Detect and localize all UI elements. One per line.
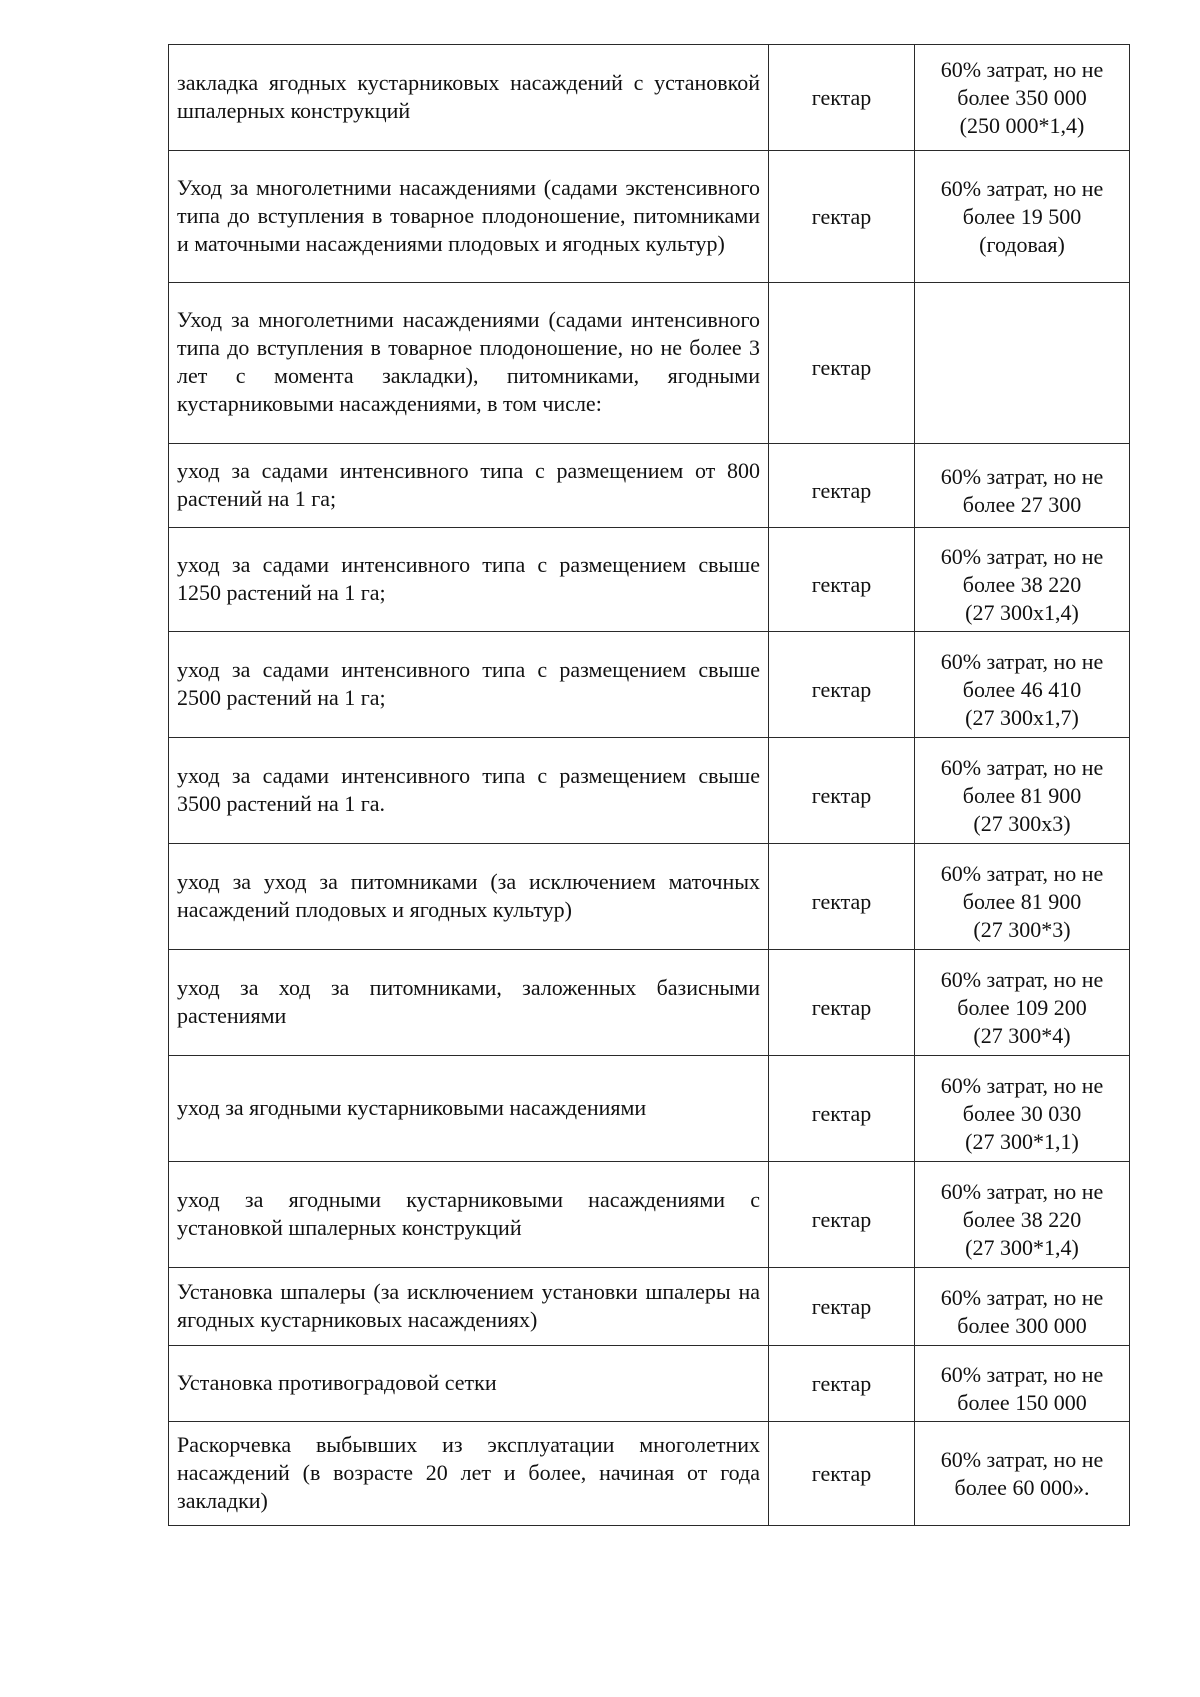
rate-line: (27 300*1,1) xyxy=(965,1128,1079,1154)
table-row xyxy=(169,528,1130,632)
rate-cell xyxy=(915,528,1130,632)
unit-cell xyxy=(769,444,915,528)
rate-line: более 81 900 xyxy=(962,888,1082,914)
rate-line: 60% затрат, но не xyxy=(940,1178,1104,1204)
rate-line: 60% затрат, но не xyxy=(940,1446,1104,1472)
rate-cell-empty xyxy=(915,283,1130,444)
rate-cell xyxy=(915,444,1130,528)
unit-label: гектар xyxy=(811,1100,872,1126)
unit-cell xyxy=(769,1346,915,1422)
table-row xyxy=(169,444,1130,528)
rate-cell xyxy=(915,1422,1130,1526)
unit-cell xyxy=(769,1162,915,1268)
rate-line: более 19 500 xyxy=(962,203,1082,229)
work-type-cell: Установка противоградовой сетки xyxy=(169,1346,769,1422)
rate-cell xyxy=(915,738,1130,844)
unit-cell xyxy=(769,738,915,844)
rate-line: более 38 220 xyxy=(962,571,1082,597)
unit-cell xyxy=(769,632,915,738)
work-type-cell: уход за ход за питомниками, заложенных базисными растениями xyxy=(169,950,769,1056)
rate-line: более 350 000 xyxy=(957,84,1087,110)
table-row xyxy=(169,1162,1130,1268)
rate-cell xyxy=(915,1346,1130,1422)
rate-line: более 38 220 xyxy=(962,1206,1082,1232)
rate-line: 60% затрат, но не xyxy=(940,648,1104,674)
rate-line: более 81 900 xyxy=(962,782,1082,808)
rate-line: (27 300*3) xyxy=(973,916,1071,942)
rate-line: 60% затрат, но не xyxy=(940,543,1104,569)
rate-line: 60% затрат, но не xyxy=(940,175,1104,201)
rate-cell xyxy=(915,632,1130,738)
unit-cell xyxy=(769,1268,915,1346)
table-row xyxy=(169,844,1130,950)
subsidy-rates-table xyxy=(168,44,1130,1526)
table-row xyxy=(169,1056,1130,1162)
work-type-cell: Уход за многолетними насаждениями (садами экстенсивного типа до вступления в товарное плодоношение, питомниками и маточными насаждениями плодовых и ягодных культур) xyxy=(169,151,769,283)
unit-cell xyxy=(769,45,915,151)
rate-cell xyxy=(915,151,1130,283)
rate-line: (27 300x1,4) xyxy=(965,599,1079,625)
work-type-cell: закладка ягодных кустарниковых насаждений с установкой шпалерных конструкций xyxy=(169,45,769,151)
rate-line: (250 000*1,4) xyxy=(959,112,1085,138)
work-type-cell: Установка шпалеры (за исключением установки шпалеры на ягодных кустарниковых насаждениях) xyxy=(169,1268,769,1346)
work-type-cell: уход за ягодными кустарниковыми насаждениями с установкой шпалерных конструкций xyxy=(169,1162,769,1268)
rate-line: 60% затрат, но не xyxy=(940,1284,1104,1310)
table-row xyxy=(169,283,1130,444)
work-type-cell: Уход за многолетними насаждениями (садами интенсивного типа до вступления в товарное плодоношение, но не более 3 лет с момента закладки), питомниками, ягодными кустарниковыми насаждениями, в том числе: xyxy=(169,283,769,444)
rate-line: 60% затрат, но не xyxy=(940,463,1104,489)
unit-cell xyxy=(769,1056,915,1162)
rate-cell xyxy=(915,1268,1130,1346)
unit-label: гектар xyxy=(811,477,872,503)
rate-line: более 300 000 xyxy=(957,1312,1087,1338)
work-type-cell: уход за ягодными кустарниковыми насаждениями xyxy=(169,1056,769,1162)
rate-line: (27 300x3) xyxy=(973,810,1071,836)
rate-line: (27 300*1,4) xyxy=(965,1234,1079,1260)
table-row xyxy=(169,950,1130,1056)
rate-line: 60% затрат, но не xyxy=(940,1361,1104,1387)
rate-line: 60% затрат, но не xyxy=(940,56,1104,82)
rate-cell xyxy=(915,1056,1130,1162)
rate-line: более 27 300 xyxy=(962,491,1082,517)
unit-cell xyxy=(769,151,915,283)
unit-label: гектар xyxy=(811,1370,872,1396)
table-row xyxy=(169,151,1130,283)
unit-cell xyxy=(769,528,915,632)
unit-cell xyxy=(769,1422,915,1526)
unit-label: гектар xyxy=(811,1460,872,1486)
unit-label: гектар xyxy=(811,994,872,1020)
unit-cell xyxy=(769,950,915,1056)
table-row xyxy=(169,632,1130,738)
table-row xyxy=(169,738,1130,844)
rate-cell xyxy=(915,950,1130,1056)
unit-cell xyxy=(769,283,915,444)
table-row xyxy=(169,1268,1130,1346)
rate-line: 60% затрат, но не xyxy=(940,860,1104,886)
work-type-cell: уход за садами интенсивного типа с размещением свыше 1250 растений на 1 га; xyxy=(169,528,769,632)
rate-line: (27 300x1,7) xyxy=(965,704,1079,730)
work-type-cell: уход за садами интенсивного типа с размещением от 800 растений на 1 га; xyxy=(169,444,769,528)
unit-label: гектар xyxy=(811,676,872,702)
work-type-cell: уход за уход за питомниками (за исключением маточных насаждений плодовых и ягодных культур) xyxy=(169,844,769,950)
rate-line: более 46 410 xyxy=(962,676,1082,702)
unit-label: гектар xyxy=(811,571,872,597)
rate-line: более 60 000». xyxy=(954,1474,1090,1500)
rate-line: более 30 030 xyxy=(962,1100,1082,1126)
rate-line: более 150 000 xyxy=(957,1389,1087,1415)
table-row xyxy=(169,45,1130,151)
work-type-cell: Раскорчевка выбывших из эксплуатации многолетних насаждений (в возрасте 20 лет и более, начиная от года закладки) xyxy=(169,1422,769,1526)
unit-label: гектар xyxy=(811,84,872,110)
unit-cell xyxy=(769,844,915,950)
rate-line: 60% затрат, но не xyxy=(940,1072,1104,1098)
unit-label: гектар xyxy=(811,888,872,914)
work-type-cell: уход за садами интенсивного типа с размещением свыше 3500 растений на 1 га. xyxy=(169,738,769,844)
table-row xyxy=(169,1346,1130,1422)
unit-label: гектар xyxy=(811,1293,872,1319)
document-page xyxy=(168,44,1129,1526)
rate-cell xyxy=(915,844,1130,950)
unit-label: гектар xyxy=(811,203,872,229)
rate-cell xyxy=(915,1162,1130,1268)
rate-line: более 109 200 xyxy=(957,994,1087,1020)
unit-label: гектар xyxy=(811,782,872,808)
rate-line: (27 300*4) xyxy=(973,1022,1071,1048)
work-type-cell: уход за садами интенсивного типа с размещением свыше 2500 растений на 1 га; xyxy=(169,632,769,738)
unit-label: гектар xyxy=(811,355,872,380)
rate-line: 60% затрат, но не xyxy=(940,966,1104,992)
rate-line: (годовая) xyxy=(979,231,1065,257)
rate-cell xyxy=(915,45,1130,151)
rate-line: 60% затрат, но не xyxy=(940,754,1104,780)
unit-label: гектар xyxy=(811,1206,872,1232)
table-row xyxy=(169,1422,1130,1526)
